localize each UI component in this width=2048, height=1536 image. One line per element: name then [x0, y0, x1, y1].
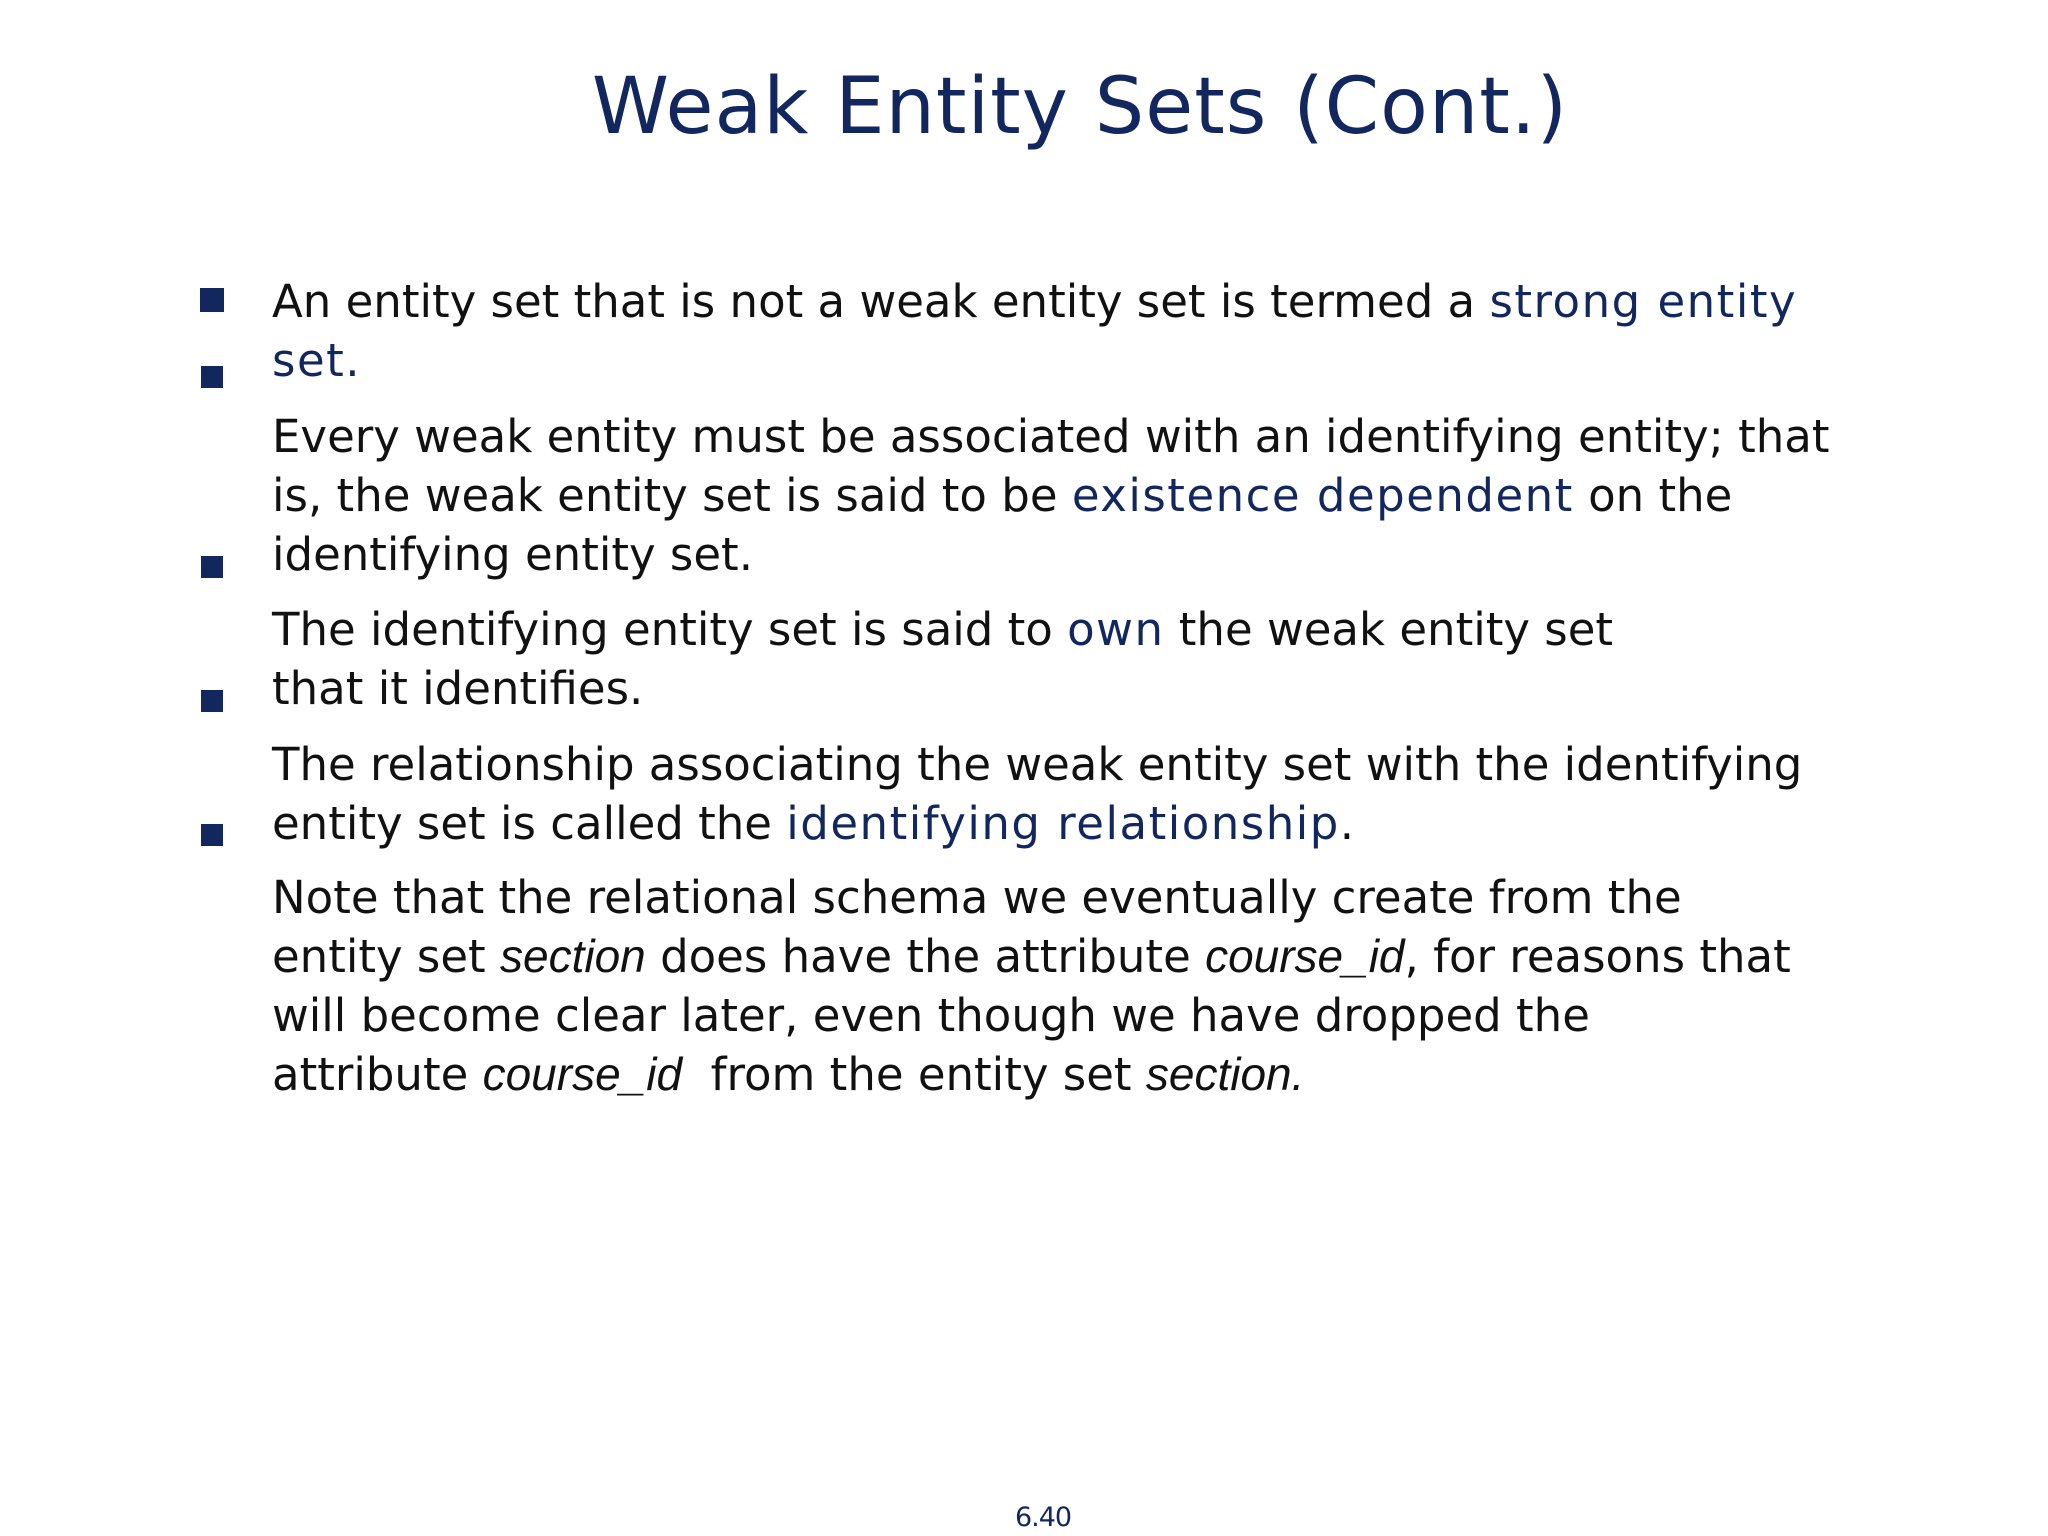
bullet-marker — [201, 690, 223, 712]
page-number: 6.40 — [1014, 1502, 1072, 1533]
bullet-text-strong-entity — [272, 272, 1852, 390]
bullet-text-identifying-relationship — [272, 735, 1852, 853]
bullet-marker — [201, 556, 223, 578]
text-run: , for reasons that will become clear later, even though we have dropped the attribute — [272, 930, 1791, 1101]
text-run: the weak entity set that it identifies. — [272, 603, 1614, 715]
text-run: Note that the relational schema we eventually create from the entity set — [272, 871, 1682, 983]
text-run: Every weak entity must be associated with an identifying entity; that is, the weak entity set is said to be — [272, 410, 1830, 522]
key-term: identifying relationship — [786, 797, 1340, 850]
text-run: from the entity set — [682, 1048, 1146, 1101]
bullet-text-own — [272, 600, 1672, 718]
italic-term: section — [500, 930, 646, 982]
bullet-marker — [200, 288, 224, 312]
text-run: The relationship associating the weak entity set with the identifying entity set is called the — [272, 738, 1803, 850]
key-term: strong entity set. — [272, 275, 1798, 387]
bullet-marker — [201, 824, 223, 846]
bullet-marker — [201, 366, 223, 388]
italic-term: course_id — [1205, 930, 1405, 982]
italic-term: course_id — [482, 1048, 683, 1100]
italic-term: section. — [1145, 1048, 1305, 1100]
bullet-text-existence-dependent — [272, 407, 1852, 584]
text-run: An entity set that is not a weak entity set is termed a — [272, 275, 1490, 328]
text-run: on the identifying entity set. — [272, 469, 1733, 581]
text-run: does have the attribute — [645, 930, 1206, 983]
slide-title: Weak Entity Sets (Cont.) — [591, 62, 1569, 152]
key-term: own — [1067, 603, 1165, 656]
text-run: . — [1339, 797, 1355, 850]
text-run: The identifying entity set is said to — [272, 603, 1068, 656]
bullet-text-note — [272, 868, 1792, 1104]
key-term: existence dependent — [1071, 469, 1574, 522]
